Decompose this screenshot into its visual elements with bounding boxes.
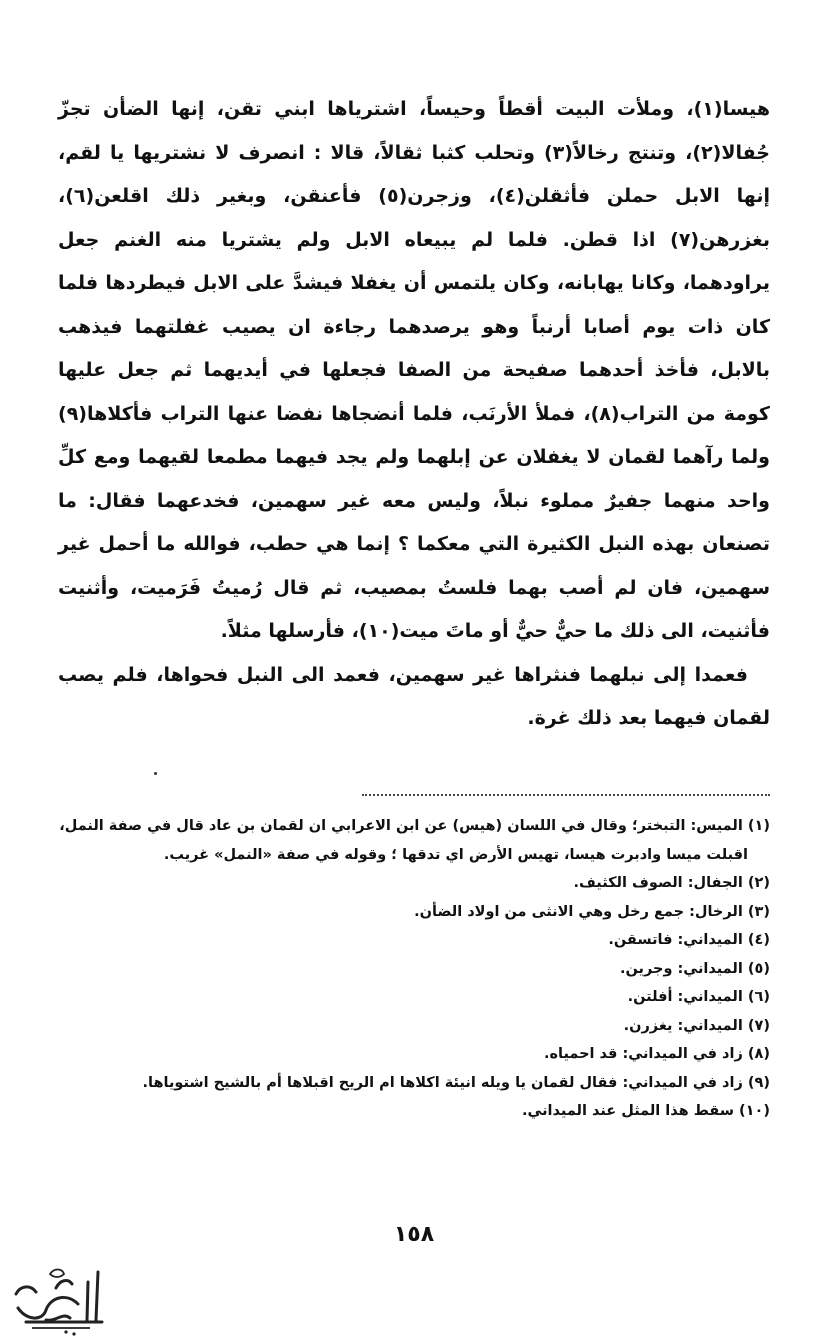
- footnote-10: (١٠) سقط هذا المثل عند الميداني.: [521, 1103, 770, 1119]
- footnote-7: (٧) الميداني: يغزرن.: [623, 1017, 770, 1034]
- footnote-5: (٥) الميداني: وجرين.: [619, 960, 770, 977]
- paragraph-2: فعمدا إلى نبلهما فنثراها غير سهمين، فعمد الى النبل فحواها، فلم يصب لقمان فيهما بعد ذلك غرة.: [58, 663, 770, 729]
- footnote-6: (٦) الميداني: أفلتن.: [627, 989, 770, 1005]
- footnote-3: (٣) الرخال: جمع رخل وهي الانثى من اولاد الضأن.: [414, 903, 770, 920]
- footnote-2: (٢) الجفال: الصوف الكثيف.: [573, 875, 770, 891]
- main-text: [58, 88, 770, 741]
- watermark-logo: [6, 1262, 110, 1342]
- footnote-8: (٨) زاد في الميداني: قد احمياه.: [543, 1046, 770, 1062]
- footnote-1: (١) الميس: التبختر؛ وقال في اللسان (هيس) عن ابن الاعرابي ان لقمان بن عاد قال في صفة النمل،: [59, 818, 770, 834]
- footnote-4: (٤) الميداني: فاتسقن.: [608, 932, 770, 948]
- footnotes: [58, 812, 770, 1126]
- footnote-1-continuation: اقبلت ميسا وادبرت هيسا، تهيس الأرض اي تدقها ؛ وقوله في صفة «النمل» غريب.: [163, 846, 748, 863]
- footnote-9: (٩) زاد في الميداني: فقال لقمان يا ويله انيئة اكلاها ام الريح اقبلاها أم بالشيح اشتوياها.: [142, 1074, 770, 1091]
- ink-speck: [154, 772, 157, 775]
- paragraph-1: هيسا(١)، وملأت البيت أقطاً وحيساً، اشترياها ابني تقن، إنها الضأن تجزّ جُفالا(٢)، وتنتج رخالاً(٣) وتحلب كثبا ثقالاً، قالا : انصرف لا نشتريها يا لقم، إنها الابل حملن فأثقلن(٤)، وزجرن(٥) فأعنقن، وبغير ذلك اقلعن(٦)، بغزرهن(٧) اذا قطن. فلما لم يبيعاه الابل ولم يشتريا منه الغنم جعل يراودهما، وكانا يهابانه، وكان يلتمس أن يغفلا فيشدَّ على الابل فيطردها فلما كان ذات يوم أصابا أرنباً وهو يرصدهما رجاءة ان يصيب غفلتهما فيذهب بالابل، فأخذ أحدهما صفيحة من الصفا فجعلها في أيديهما ثم جعل عليها كومة من التراب(٨)، فملأ الأرنَب، فلما أنضجاها نفضا عنها التراب فأكلاها(٩) ولما رآهما لقمان لا يغفلان عن إبلهما ولم يجد فيهما مطمعا لقيهما ومع كلِّ واحد منهما جفيرٌ مملوء نبلاً، وليس معه غير سهمين، فخدعهما فقال: ما تصنعان بهذه النبل الكثيرة التي معكما ؟ إنما هي حطب، فوالله ما أحمل غير سهمين، فان لم أصب بهما فلستُ بمصيب، ثم قال رُميتُ فَرَميت، وأثنيت فأثنيت، الى ذلك ما حيٌّ حيٌّ أو ماتَ ميت(١٠)، فأرسلها مثلاً.: [58, 98, 770, 642]
- page-number: ١٥٨: [393, 1222, 435, 1247]
- footnote-separator: [362, 794, 770, 796]
